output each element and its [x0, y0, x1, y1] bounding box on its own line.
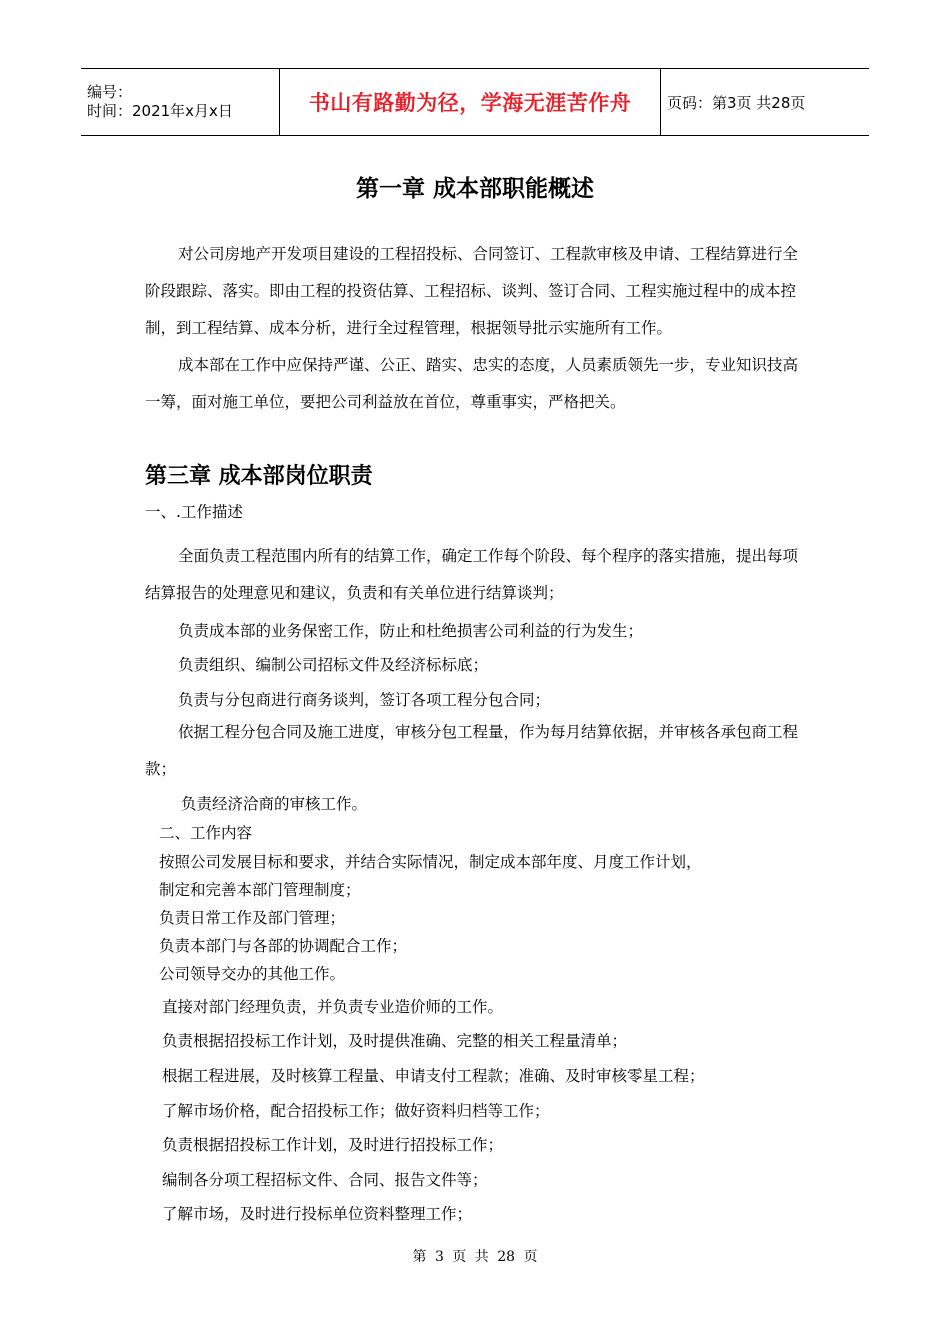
page-footer: 第 3 页 共 28 页 [412, 1249, 538, 1265]
chapter1-title: 第一章 成本部职能概述 [355, 176, 594, 202]
section2-item-2: 制定和完善本部门管理制度； [159, 881, 361, 899]
section2-item-4: 负责本部门与各部的协调配合工作； [159, 937, 408, 955]
section1-item-3: 负责与分包商进行商务谈判，签订各项工程分包合同； [178, 691, 551, 709]
section2-item-6: 直接对部门经理负责，并负责专业造价师的工作。 [162, 998, 504, 1016]
page-header [81, 68, 869, 136]
chapter3-title: 第三章 成本部岗位职责 [145, 464, 373, 489]
chapter1-paragraph-1: 对公司房地产开发项目建设的工程招投标、合同签订、工程款审核及申请、工程结算进行全阶段跟踪、落实。即由工程的投资估算、工程招标、谈判、签订合同、工程实施过程中的成本控制，到工程结算、成本分析，进行全过程管理，根据领导批示实施所有工作。 [145, 245, 799, 337]
section2-item-7: 负责根据招投标工作计划，及时提供准确、完整的相关工程量清单； [162, 1032, 628, 1050]
header-page-cell [661, 69, 870, 136]
section2-item-3: 负责日常工作及部门管理； [159, 909, 346, 927]
section2-item-9: 了解市场价格，配合招投标工作；做好资料归档等工作； [162, 1102, 550, 1120]
header-motto-cell [280, 69, 661, 136]
section1-paragraph-2: 依据工程分包合同及施工进度，审核分包工程量，作为每月结算依据，并审核各承包商工程款； [145, 723, 799, 778]
chapter1-paragraph-2: 成本部在工作中应保持严谨、公正、踏实、忠实的态度，人员素质领先一步，专业知识技高一筹，面对施工单位，要把公司利益放在首位，尊重事实，严格把关。 [145, 356, 799, 411]
section2-item-1: 按照公司发展目标和要求，并结合实际情况，制定成本部年度、月度工作计划， [159, 853, 702, 871]
section1-paragraph-1: 全面负责工程范围内所有的结算工作，确定工作每个阶段、每个程序的落实措施，提出每项结算报告的处理意见和建议，负责和有关单位进行结算谈判； [145, 547, 799, 602]
section2-item-12: 了解市场，及时进行投标单位资料整理工作； [162, 1205, 473, 1223]
section2-heading: 二、工作内容 [159, 824, 253, 842]
section2-item-5: 公司领导交办的其他工作。 [159, 965, 346, 983]
section2-item-10: 负责根据招投标工作计划，及时进行招投标工作； [162, 1136, 504, 1154]
section2-item-11: 编制各分项工程招标文件、合同、报告文件等； [162, 1171, 488, 1189]
serial-label: 编号： [87, 83, 133, 101]
section1-item-2: 负责组织、编制公司招标文件及经济标标底； [178, 656, 489, 674]
header-left-cell [81, 69, 280, 136]
section1-item-1: 负责成本部的业务保密工作，防止和杜绝损害公司利益的行为发生； [178, 622, 644, 640]
page-code: 页码：第3页 共28页 [667, 93, 806, 112]
section2-item-8: 根据工程进展，及时核算工程量、申请支付工程款；准确、及时审核零星工程； [162, 1067, 705, 1085]
date-label: 时间：2021年x月x日 [87, 102, 233, 120]
section1-heading: 一、.工作描述 [145, 503, 243, 521]
section1-last-item: 负责经济洽商的审核工作。 [181, 795, 368, 813]
motto-text: 书山有路勤为径，学海无涯苦作舟 [308, 91, 632, 115]
